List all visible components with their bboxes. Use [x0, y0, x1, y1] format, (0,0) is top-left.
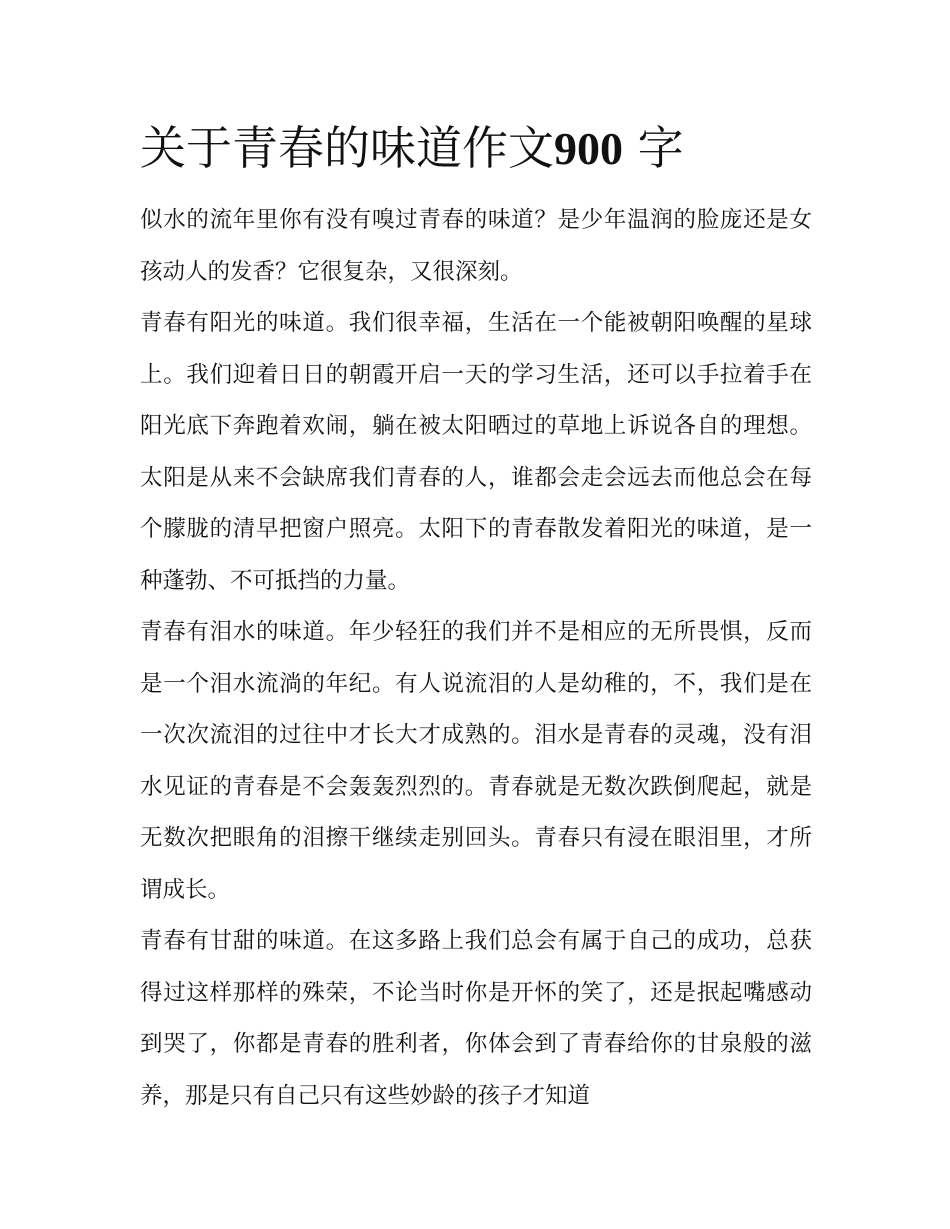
paragraph-tears: 青春有泪水的味道。年少轻狂的我们并不是相应的无所畏惧，反而是一个泪水流淌的年纪。有人说流泪的人是幼稚的，不，我们是在一次次流泪的过往中才长大才成熟的。泪水是青春的灵魂，没有泪水见证的青春是不会轰轰烈烈的。青春就是无数次跌倒爬起，就是无数次把眼角的泪擦干继续走别回头。青春只有浸在眼泪里，才所谓成长。 [140, 619, 812, 903]
paragraph-intro: 似水的流年里你有没有嗅过青春的味道？是少年温润的脸庞还是女孩动人的发香？它很复杂，又很深刻。 [140, 207, 812, 285]
document-body [140, 118, 812, 1122]
paragraph-sweetness: 青春有甘甜的味道。在这多路上我们总会有属于自己的成功，总获得过这样那样的殊荣，不论当时你是开怀的笑了，还是抿起嘴感动到哭了，你都是青春的胜利者，你体会到了青春给你的甘泉般的滋养，那是只有自己只有这些妙龄的孩子才知道 [140, 928, 812, 1109]
title-suffix: 字 [637, 121, 684, 175]
title-text: 关于青春的味道作文 [140, 121, 554, 175]
document-title [140, 118, 812, 179]
paragraph-sunshine: 青春有阳光的味道。我们很幸福，生活在一个能被朝阳唤醒的星球上。我们迎着日日的朝霞开启一天的学习生活，还可以手拉着手在阳光底下奔跑着欢闹，躺在被太阳晒过的草地上诉说各自的理想。太阳是从来不会缺席我们青春的人，谁都会走会远去而他总会在每个朦胧的清早把窗户照亮。太阳下的青春散发着阳光的味道，是一种蓬勃、不可抵挡的力量。 [140, 310, 812, 594]
title-number: 900 [554, 123, 623, 174]
